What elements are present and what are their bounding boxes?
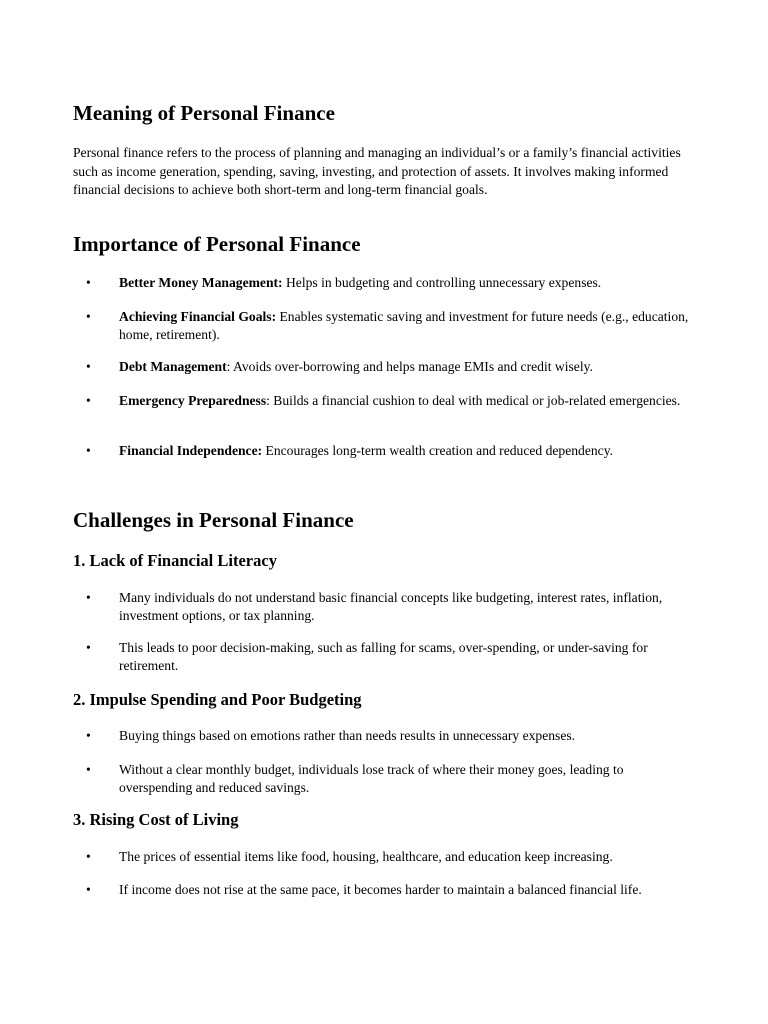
heading-challenges: Challenges in Personal Finance (73, 508, 354, 532)
subheading-cost-of-living: 3. Rising Cost of Living (73, 810, 239, 829)
item-text: Encourages long-term wealth creation and reduced dependency. (262, 443, 614, 458)
bullet-icon: • (86, 762, 91, 777)
bullet-icon: • (86, 728, 91, 743)
subheading-impulse-spending: 2. Impulse Spending and Poor Budgeting (73, 690, 362, 709)
bullet-icon: • (86, 849, 91, 864)
item-term: Emergency Preparedness (119, 393, 267, 408)
bullet-icon: • (86, 275, 91, 290)
item-term: Achieving Financial Goals: (119, 309, 277, 324)
subheading-financial-literacy: 1. Lack of Financial Literacy (73, 551, 277, 570)
bullet-icon: • (86, 359, 91, 374)
item-term: Better Money Management: (119, 275, 283, 290)
item-term: Financial Independence: (119, 443, 263, 458)
heading-importance: Importance of Personal Finance (73, 232, 361, 256)
paragraph-meaning: Personal finance refers to the process of planning and managing an individual’s or a family’s financial activities such as income generation, spending, saving, investing, and protection of assets. It involves making informed financial decisions to achieve both short-term and long-term financial goals. (73, 145, 681, 197)
bullet-icon: • (86, 640, 91, 655)
item-text: If income does not rise at the same pace, it becomes harder to maintain a balanced financial life. (119, 882, 642, 897)
item-text: Helps in budgeting and controlling unnecessary expenses. (282, 275, 602, 290)
item-text: This leads to poor decision-making, such as falling for scams, over-spending, or under-saving for retirement. (119, 640, 648, 673)
bullet-icon: • (86, 443, 91, 458)
bullet-icon: • (86, 393, 91, 408)
bullet-icon: • (86, 882, 91, 897)
item-text: : Avoids over-borrowing and helps manage EMIs and credit wisely. (226, 359, 593, 374)
item-text: The prices of essential items like food, housing, healthcare, and education keep increasing. (119, 849, 613, 864)
item-text: Many individuals do not understand basic financial concepts like budgeting, interest rates, inflation, investment options, or tax planning. (119, 590, 663, 623)
item-text: : Builds a financial cushion to deal with medical or job-related emergencies. (266, 393, 681, 408)
item-text: Enables systematic saving and investment for future needs (e.g., education, home, retirement). (119, 309, 689, 342)
item-term: Debt Management (119, 359, 227, 374)
bullet-icon: • (86, 590, 91, 605)
bullet-icon: • (86, 309, 91, 324)
item-text: Buying things based on emotions rather than needs results in unnecessary expenses. (119, 728, 576, 743)
item-text: Without a clear monthly budget, individuals lose track of where their money goes, leading to overspending and reduced savings. (119, 762, 624, 795)
heading-meaning: Meaning of Personal Finance (73, 101, 335, 125)
